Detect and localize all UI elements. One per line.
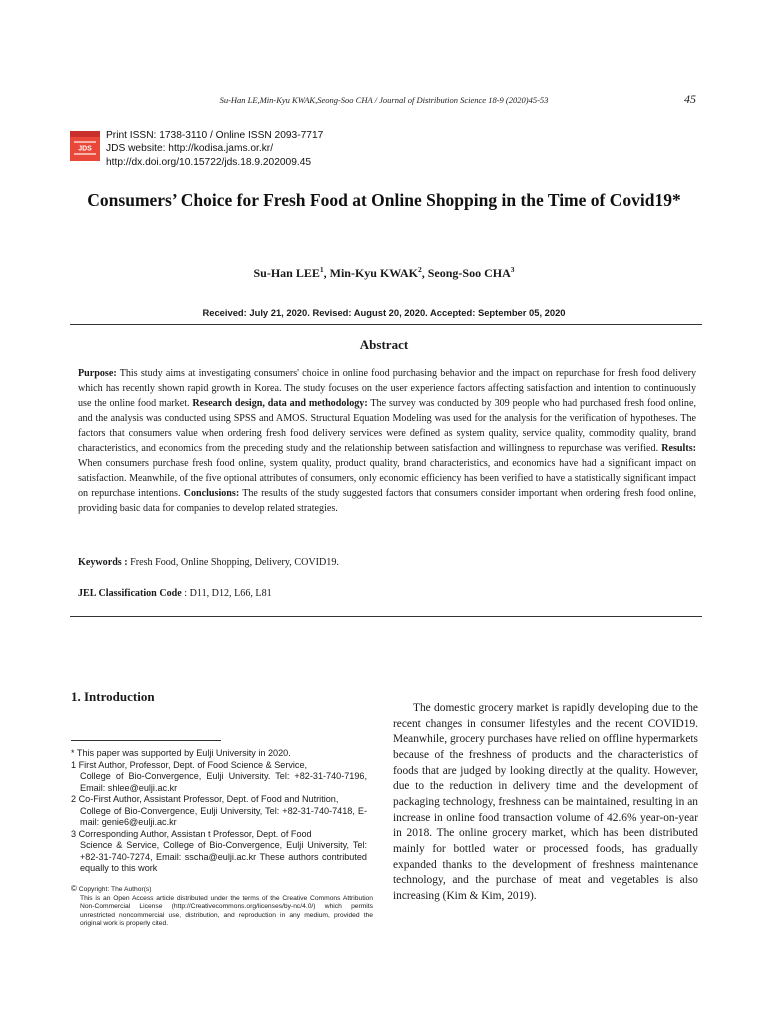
introduction-paragraph: The domestic grocery market is rapidly developing due to the recent changes in consumer lifestyles and the recent COVID19. Meanwhile, grocery purchases have relied on offline hypermarkets because of the freshness of products and the characteristics of foods that are judged by looking directly at the quality. However, due to the reduction in delivery time and the development of packaging technology, freshness can be maintained, resulting in an increase in online food transaction volume of 42.6% year-on-year in 2018. The online grocery market, which has been distributed mainly for bottled water or processed foods, has gradually expanded thanks to the development of freshness maintenance technology, and the purchase of meat and vegetables is also increasing (Kim & Kim, 2019).: [393, 702, 698, 902]
method-label: Research design, data and methodology:: [192, 397, 368, 409]
divider: [70, 616, 702, 617]
keywords-text: Fresh Food, Online Shopping, Delivery, COVID19.: [127, 557, 339, 568]
issn: Print ISSN: 1738-3110 / Online ISSN 2093-7717: [106, 130, 324, 141]
page-number: 45: [684, 92, 696, 106]
paper-title: Consumers’ Choice for Fresh Food at Online Shopping in the Time of Covid19*: [87, 190, 681, 210]
journal-logo-icon: [70, 131, 100, 161]
author-affiliation: 1: [319, 265, 324, 274]
logo-text: JDS: [78, 145, 92, 153]
author-affiliation: 3: [510, 265, 515, 274]
divider: [70, 324, 702, 325]
footnote-divider: [71, 740, 221, 741]
running-head: Su-Han LE,Min-Kyu KWAK,Seong-Soo CHA / Journal of Distribution Science 18-9 (2020)45-53: [219, 95, 549, 105]
results-text: When consumers purchase fresh food online, system quality, product quality, brand characteristics, and economics have had a significant impact on satisfaction. Meanwhile, of the five optional attributes of consumers, only economic efficiency has been verified to have a statistically significant impact on repurchase intentions.: [78, 457, 696, 499]
copyright-icon: ©: [71, 884, 77, 893]
abstract-body: [78, 367, 696, 517]
footnote: 3 Corresponding Author, Assistan t Professor, Dept. of Food Science & Service, College of Bio-Convergence, Eulji University, Tel: +82-31-740-7274, Email: sscha@eulji.ac.kr These authors contributed equally to this work: [71, 828, 367, 873]
jel-text: : D11, D12, L66, L81: [181, 588, 272, 599]
author-affiliation: 2: [417, 265, 422, 274]
copyright-notice: © Copyright: The Author(s) This is an Open Access article distributed under the terms of the Creative Commons Attribution Non-Commercial License (http://Creativecommons.org/licenses/by-nc/4.0/) which permits unrestricted noncommercial use, distribution, and reproduction in any medium, provided the original work is properly cited.: [71, 884, 373, 928]
abstract-heading: Abstract: [359, 337, 409, 352]
keywords: [78, 557, 339, 568]
purpose-label: Purpose:: [78, 368, 117, 379]
footnote: 2 Co-First Author, Assistant Professor, Dept. of Food and Nutrition, College of Bio-Convergence, Eulji University, Tel: +82-31-740-7418, E-mail: genie6@eulji.ac.kr: [71, 794, 367, 827]
license-text: This is an Open Access article distributed under the terms of the Creative Commons Attribution Non-Commercial License (http://Creativecommons.org/licenses/by-nc/4.0/) which permits unrestricted noncommercial use, distribution, and reproduction in any medium, provided the original work is properly cited.: [80, 894, 373, 928]
submission-dates: Received: July 21, 2020. Revised: August 20, 2020. Accepted: September 05, 2020: [202, 307, 566, 318]
footnote: 1 First Author, Professor, Dept. of Food Science & Service, College of Bio-Convergence, Eulji University. Tel: +82-31-740-7196, Email: shlee@eulji.ac.kr: [71, 759, 367, 793]
results-label: Results:: [661, 442, 696, 454]
conclusions-text: The results of the study suggested factors that consumers consider important when ordering fresh food online, providing basic data for companies to develop related strategies.: [78, 487, 696, 514]
section-heading: 1. Introduction: [71, 689, 155, 704]
footnote: * This paper was supported by Eulji University in 2020.: [71, 748, 291, 758]
purpose-text: This study aims at investigating consumers' choice in online food purchasing behavior and the impact on repurchase for fresh food delivery which has recently shown rapid growth in Korea. The study focuses on the user experience factors affecting satisfaction and intention to continuously use the online food market.: [78, 368, 696, 409]
method-text: The survey was conducted by 309 people who had purchased fresh food online, and the analysis was conducted using SPSS and AMOS. Structural Equation Modeling was used for the analysis for the verification of hypotheses. The factors that consumers value when ordering fresh food delivery services were defined as system quality, service quality, commodity quality, brand characteristics, and economics from the preceding study and the relationship between satisfaction and willingness to repurchase was verified.: [78, 397, 696, 454]
doi-link[interactable]: http://dx.doi.org/10.15722/jds.18.9.202009.45: [106, 156, 312, 168]
author-list: Su-Han LEE$^1$, Min-Kyu KWAK$^2$, Seong-Soo CHA$^3$: [253, 265, 515, 280]
author-name: Seong-Soo CHA: [427, 266, 511, 280]
conclusions-label: Conclusions:: [183, 487, 240, 499]
jel-code: [78, 588, 272, 599]
author-name: Su-Han LEE: [253, 266, 320, 280]
keywords-label: Keywords :: [78, 557, 128, 568]
website[interactable]: JDS website: http://kodisa.jams.or.kr/: [106, 143, 274, 155]
publication-info: [106, 129, 323, 169]
author-name: Min-Kyu KWAK: [329, 266, 418, 280]
jel-label: JEL Classification Code: [78, 588, 182, 599]
footnotes: [71, 748, 367, 875]
